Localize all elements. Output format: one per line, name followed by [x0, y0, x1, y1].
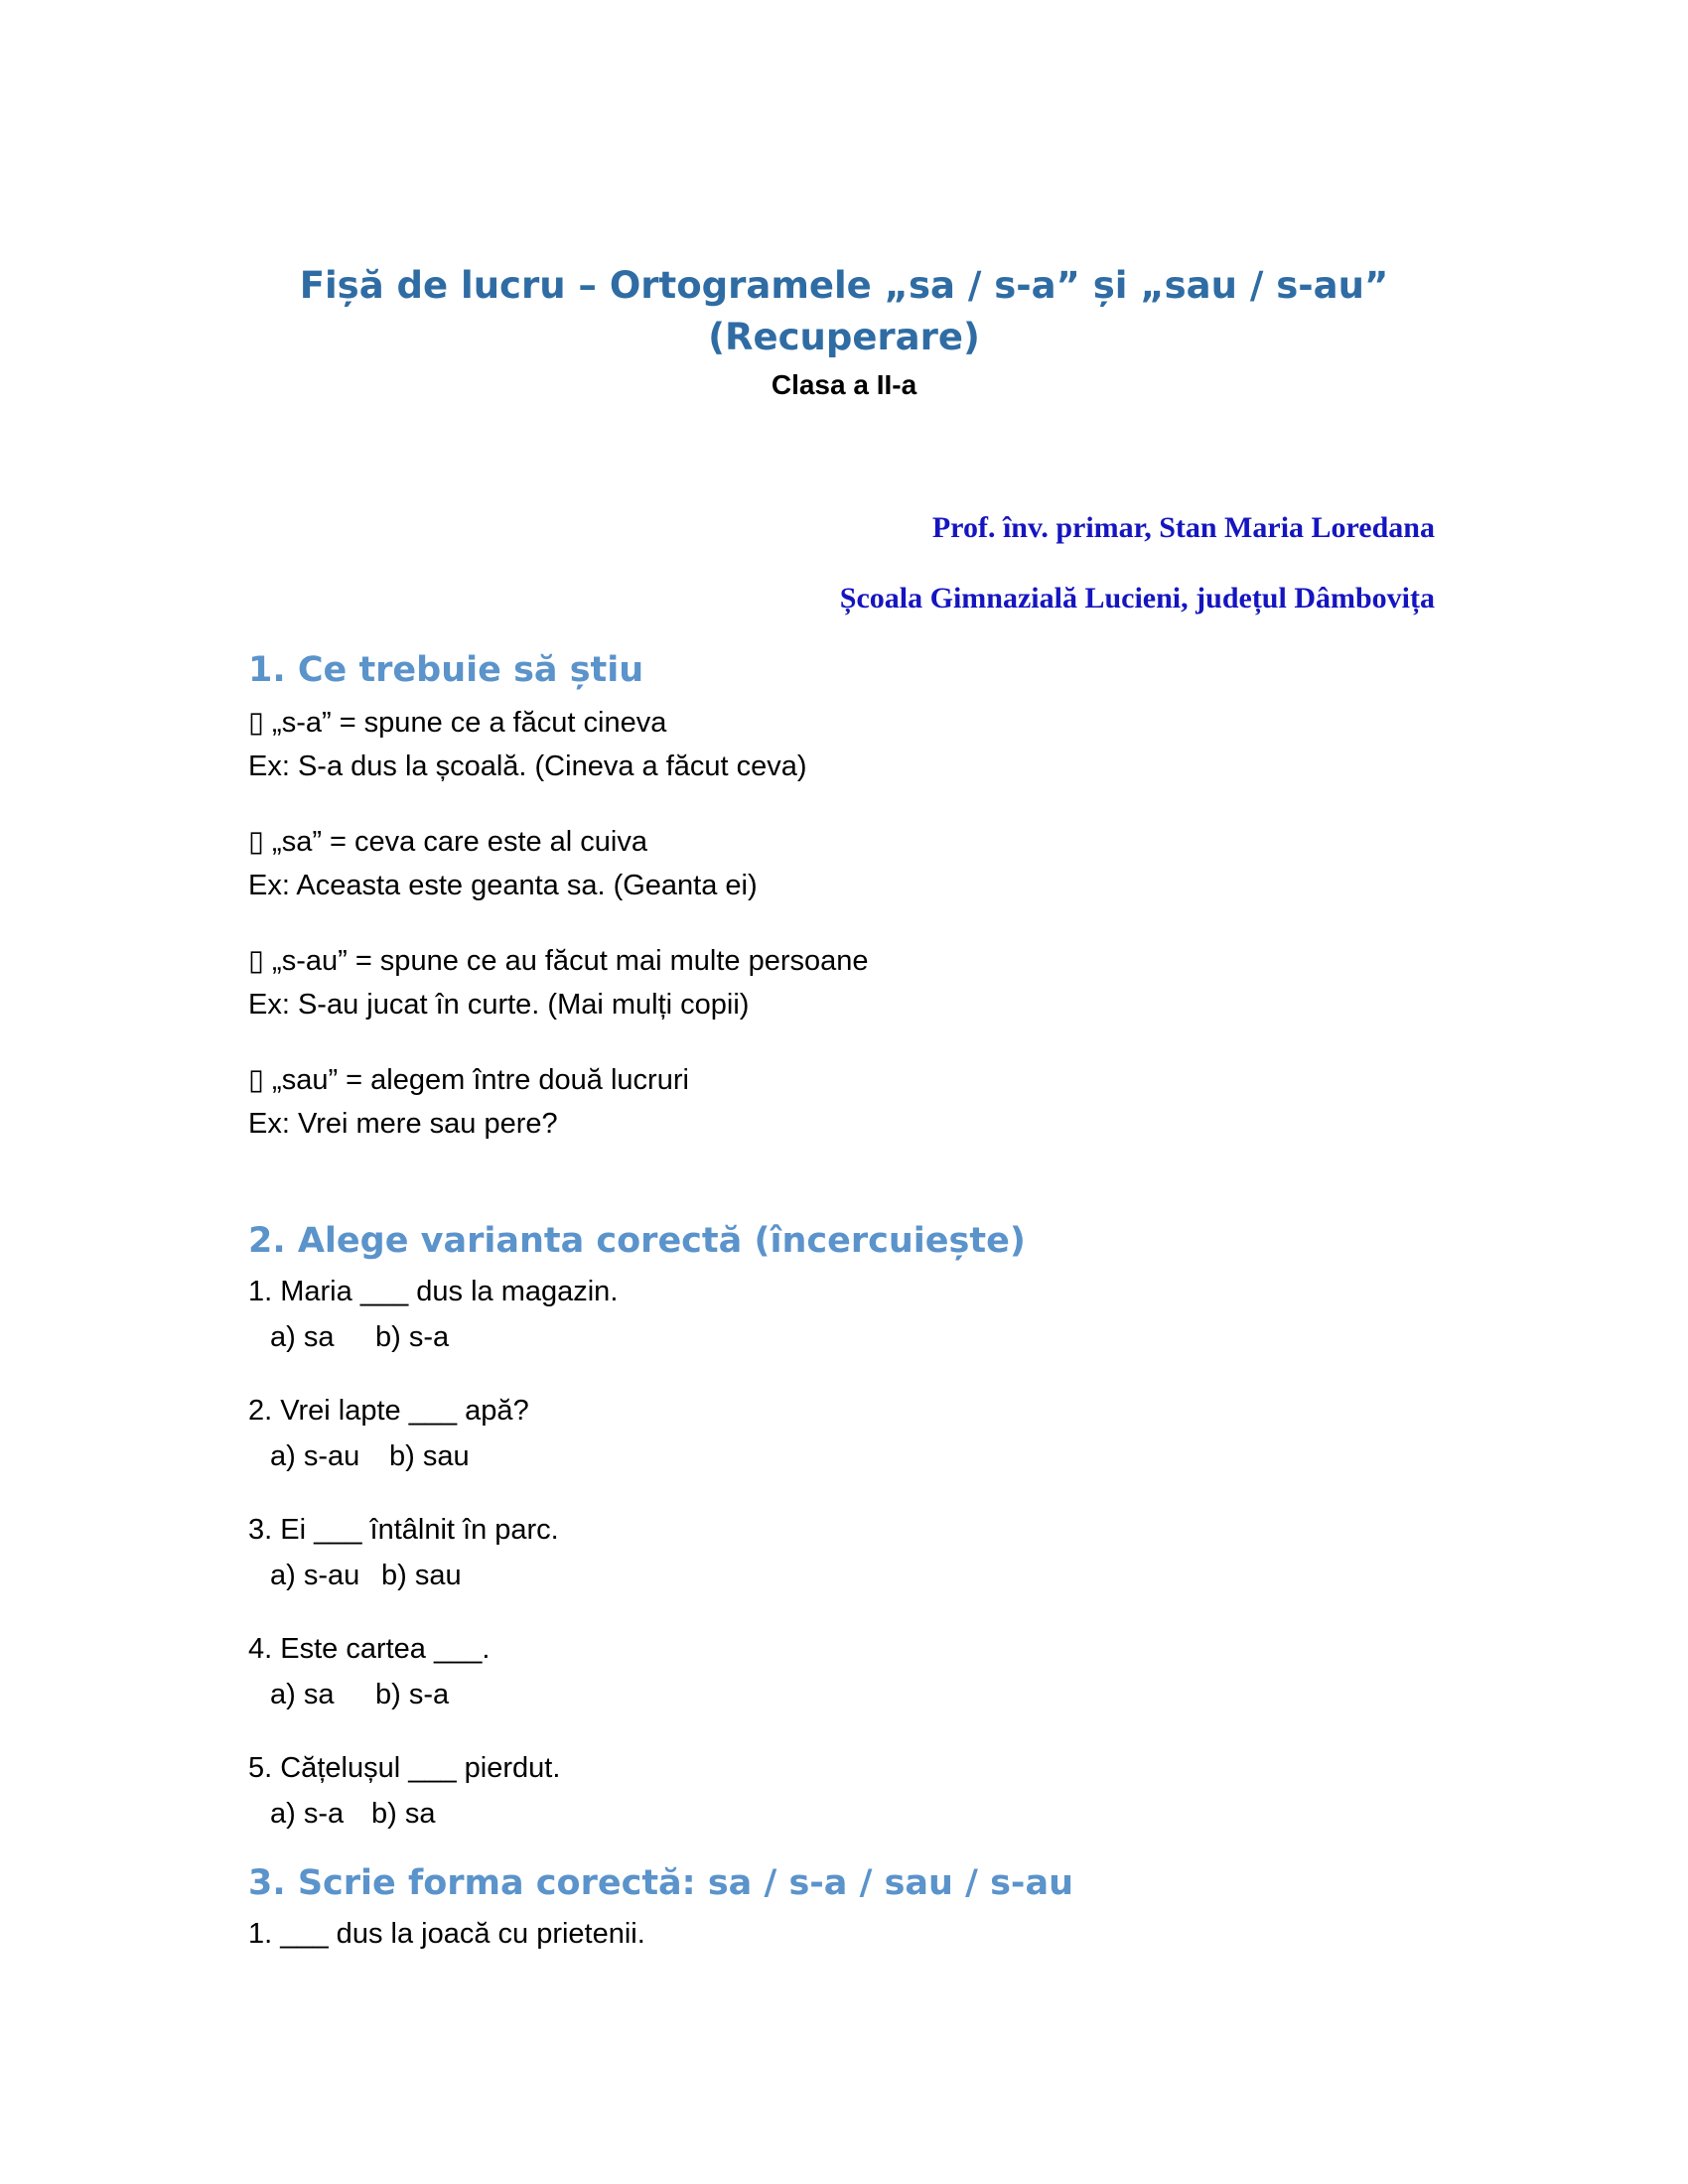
- exercise-question: 2. Vrei lapte ___ apă?: [248, 1395, 529, 1427]
- option-b[interactable]: b) sa: [371, 1798, 436, 1830]
- rule-text: „sa” = ceva care este al cuiva: [272, 826, 648, 858]
- exercise-question: 3. Ei ___ întâlnit în parc.: [248, 1514, 559, 1546]
- option-b[interactable]: b) sau: [389, 1440, 470, 1472]
- title-line-1: Fișă de lucru – Ortogramele „sa / s-a” și „sau / s-au”: [299, 264, 1389, 307]
- exercise-options: [270, 1440, 470, 1473]
- section-3-heading: 3. Scrie forma corectă: sa / s-a / sau / s-au: [248, 1863, 1073, 1903]
- rule-text: „s-au” = spune ce au făcut mai multe persoane: [272, 945, 869, 977]
- option-a[interactable]: a) s-au: [270, 1560, 360, 1591]
- exercise-options: [270, 1321, 449, 1354]
- document-title: [199, 260, 1489, 363]
- option-a[interactable]: a) s-au: [270, 1440, 360, 1472]
- example-s-au: Ex: S-au jucat în curte. (Mai mulți copii): [248, 989, 750, 1021]
- section-1-heading: 1. Ce trebuie să știu: [248, 650, 644, 690]
- title-block: [199, 260, 1489, 401]
- rule-sa: [248, 824, 647, 859]
- example-sau: Ex: Vrei mere sau pere?: [248, 1108, 558, 1140]
- example-sa: Ex: Aceasta este geanta sa. (Geanta ei): [248, 870, 758, 901]
- option-a[interactable]: a) sa: [270, 1679, 335, 1710]
- exercise-options: [270, 1560, 462, 1592]
- rule-marker-icon: ▯: [248, 945, 264, 977]
- exercise-question: 5. Cățelușul ___ pierdut.: [248, 1752, 561, 1784]
- rule-marker-icon: ▯: [248, 1064, 264, 1096]
- author-line: Prof. înv. primar, Stan Maria Loredana: [931, 511, 1435, 544]
- exercise-question: 1. Maria ___ dus la magazin.: [248, 1276, 619, 1307]
- option-b[interactable]: b) s-a: [375, 1679, 450, 1710]
- school-line: Școala Gimnazială Lucieni, județul Dâmbovița: [839, 582, 1435, 614]
- option-a[interactable]: a) s-a: [270, 1798, 345, 1830]
- example-s-a: Ex: S-a dus la școală. (Cineva a făcut ceva): [248, 751, 807, 782]
- title-line-2: (Recuperare): [708, 316, 980, 358]
- option-b[interactable]: b) sau: [381, 1560, 462, 1591]
- rule-text: „sau” = alegem între două lucruri: [272, 1064, 689, 1096]
- option-a[interactable]: a) sa: [270, 1321, 335, 1353]
- class-label: Clasa a II-a: [771, 369, 917, 400]
- rule-marker-icon: ▯: [248, 826, 264, 858]
- rule-s-au: [248, 943, 869, 978]
- rule-marker-icon: ▯: [248, 707, 264, 739]
- rule-sau: [248, 1062, 689, 1097]
- exercise-options: [270, 1798, 435, 1831]
- rule-text: „s-a” = spune ce a făcut cineva: [272, 707, 667, 739]
- exercise-options: [270, 1679, 449, 1711]
- option-b[interactable]: b) s-a: [375, 1321, 450, 1353]
- rule-s-a: [248, 705, 666, 740]
- fill-in-item: 1. ___ dus la joacă cu prietenii.: [248, 1918, 645, 1950]
- section-2-heading: 2. Alege varianta corectă (încercuiește): [248, 1221, 1026, 1261]
- exercise-question: 4. Este cartea ___.: [248, 1633, 491, 1665]
